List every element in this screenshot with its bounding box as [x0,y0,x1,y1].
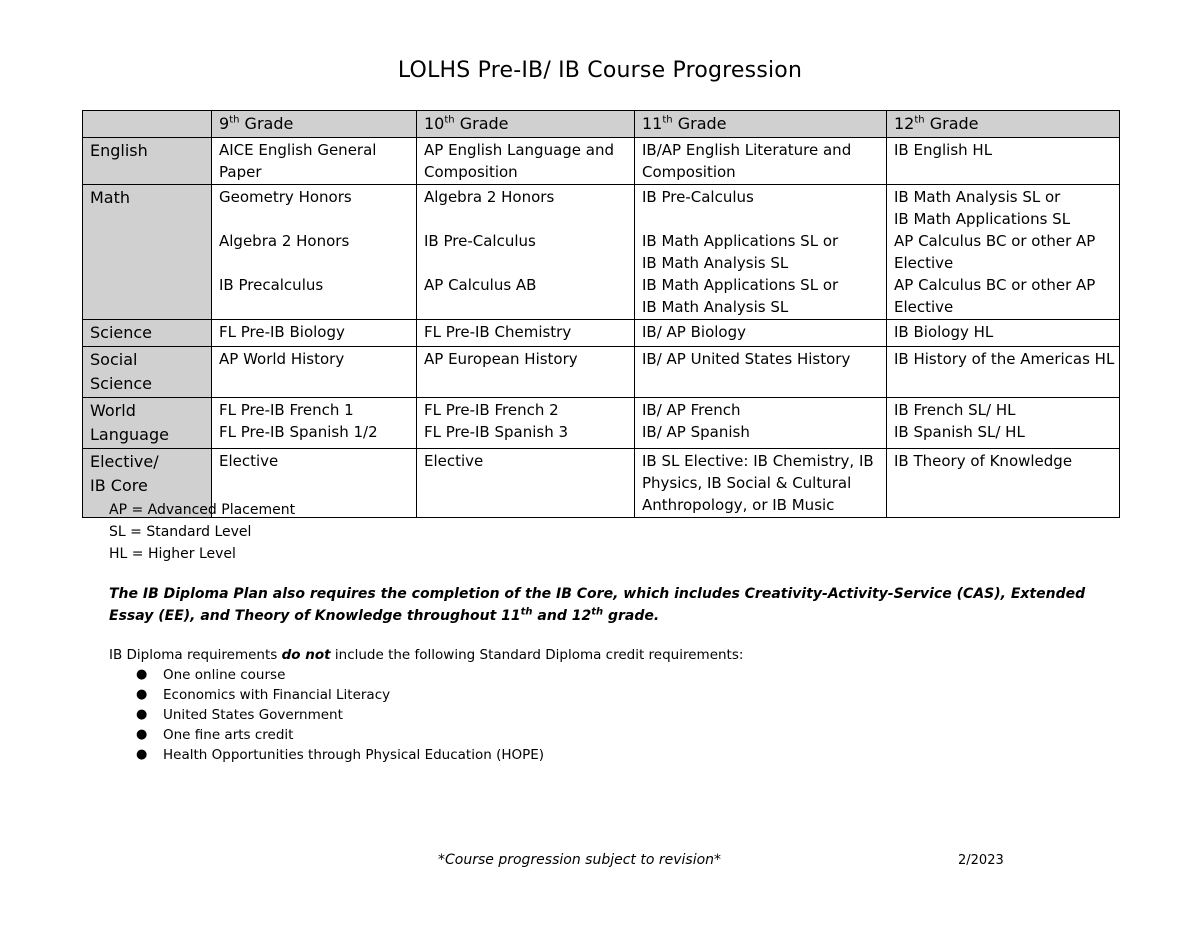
list-item-text: Economics with Financial Literacy [163,687,391,703]
bullet-icon: ● [136,667,148,682]
note-text-2: and 12 [532,608,592,624]
row-label-world-line-2: Language [90,425,169,444]
list-item [109,725,743,745]
note-sup-2: th [591,606,604,618]
header-grade-12: 12th Grade [887,111,1120,138]
list-item-text: One fine arts credit [163,727,294,743]
list-item-text: United States Government [163,707,343,723]
cell-math-g12 [887,185,1120,320]
cell-science-g9: FL Pre-IB Biology [212,320,417,347]
world-g12-french: IB French SL/ HL [894,401,1016,419]
corner-cell [83,111,212,138]
math-g11-option-2a: IB Math Applications SL or [642,232,839,250]
ib-core-note [109,583,1099,627]
bullet-icon: ● [136,747,148,762]
legend-hl: HL = Higher Level [109,546,236,562]
math-g10-option-2: IB Pre-Calculus [424,232,536,250]
row-label-world-line-1: World [90,401,136,420]
math-g11-option-3a: IB Math Applications SL or [642,276,839,294]
note-text-3: grade. [603,608,660,624]
list-item [109,685,743,705]
list-item [109,705,743,725]
table-row-math [83,185,1120,320]
cell-science-g11: IB/ AP Biology [635,320,887,347]
math-g12-option-3: AP Calculus BC or other AP Elective [894,276,1096,316]
table-row-science [83,320,1120,347]
requirements-intro [109,645,743,665]
course-progression-table [82,110,1120,518]
cell-elective-g10: Elective [417,449,635,518]
world-g11-spanish: IB/ AP Spanish [642,423,750,441]
cell-world-g10 [417,398,635,449]
table-row-social-science [83,347,1120,398]
cell-social-g9: AP World History [212,347,417,398]
cell-math-g9 [212,185,417,320]
intro-emphasis: do not [281,647,331,663]
world-g10-french: FL Pre-IB French 2 [424,401,559,419]
cell-social-g11: IB/ AP United States History [635,347,887,398]
row-label-world-language [83,398,212,449]
header-grade-10: 10th Grade [417,111,635,138]
math-g10-option-3: AP Calculus AB [424,276,537,294]
math-g12-option-1a: IB Math Analysis SL or [894,188,1061,206]
header-grade-11: 11th Grade [635,111,887,138]
world-g9-spanish: FL Pre-IB Spanish 1/2 [219,423,378,441]
cell-math-g10 [417,185,635,320]
cell-social-g10: AP European History [417,347,635,398]
cell-elective-g11: IB SL Elective: IB Chemistry, IB Physics, IB Social & Cultural Anthropology, or IB Music [635,449,887,518]
intro-text-before: IB Diploma requirements [109,647,282,663]
row-label-elective-line-1: Elective/ [90,452,159,471]
cell-world-g11 [635,398,887,449]
math-g10-option-1: Algebra 2 Honors [424,188,555,206]
bullet-icon: ● [136,687,148,702]
math-g9-option-3: IB Precalculus [219,276,324,294]
cell-english-g12: IB English HL [887,138,1120,185]
row-label-english: English [83,138,212,185]
footer-date: 2/2023 [958,853,1004,868]
note-sup-1: th [520,606,533,618]
row-label-science: Science [83,320,212,347]
math-g12-option-2: AP Calculus BC or other AP Elective [894,232,1096,272]
cell-world-g9 [212,398,417,449]
cell-science-g12: IB Biology HL [887,320,1120,347]
bullet-icon: ● [136,727,148,742]
cell-english-g11: IB/AP English Literature and Composition [635,138,887,185]
row-label-social-science: Social Science [83,347,212,398]
cell-elective-g9: Elective [212,449,417,518]
table-row-world-language [83,398,1120,449]
cell-english-g9: AICE English General Paper [212,138,417,185]
document-title: LOLHS Pre-IB/ IB Course Progression [397,58,803,83]
list-item [109,665,743,685]
cell-elective-g12: IB Theory of Knowledge [887,449,1120,518]
standard-diploma-requirements [109,645,743,765]
footer-revision-note: *Course progression subject to revision* [438,852,722,868]
list-item [109,745,743,765]
table-row-english [83,138,1120,185]
cell-english-g10: AP English Language and Composition [417,138,635,185]
legend-sl: SL = Standard Level [109,524,252,540]
legend-ap: AP = Advanced Placement [109,502,296,518]
world-g9-french: FL Pre-IB French 1 [219,401,354,419]
math-g11-option-3b: IB Math Analysis SL [642,298,789,316]
table-header-row [83,111,1120,138]
cell-science-g10: FL Pre-IB Chemistry [417,320,635,347]
header-grade-9: 9th Grade [212,111,417,138]
cell-world-g12 [887,398,1120,449]
math-g12-option-1b: IB Math Applications SL [894,210,1071,228]
math-g11-option-1: IB Pre-Calculus [642,188,754,206]
abbreviation-legend [109,499,295,565]
world-g11-french: IB/ AP French [642,401,741,419]
requirements-list [109,665,743,765]
math-g9-option-1: Geometry Honors [219,188,352,206]
list-item-text: One online course [163,667,286,683]
world-g10-spanish: FL Pre-IB Spanish 3 [424,423,569,441]
math-g9-option-2: Algebra 2 Honors [219,232,350,250]
note-text-1: The IB Diploma Plan also requires the completion of the IB Core, which includes Creativity-Activity-Service (CAS), Extended Essay (EE), and Theory of Knowledge throughout 11 [109,586,1086,624]
bullet-icon: ● [136,707,148,722]
row-label-elective-line-2: IB Core [90,476,148,495]
math-g11-option-2b: IB Math Analysis SL [642,254,789,272]
cell-math-g11 [635,185,887,320]
list-item-text: Health Opportunities through Physical Education (HOPE) [163,747,545,763]
intro-text-after: include the following Standard Diploma credit requirements: [330,647,744,663]
world-g12-spanish: IB Spanish SL/ HL [894,423,1025,441]
row-label-math: Math [83,185,212,320]
cell-social-g12: IB History of the Americas HL [887,347,1120,398]
